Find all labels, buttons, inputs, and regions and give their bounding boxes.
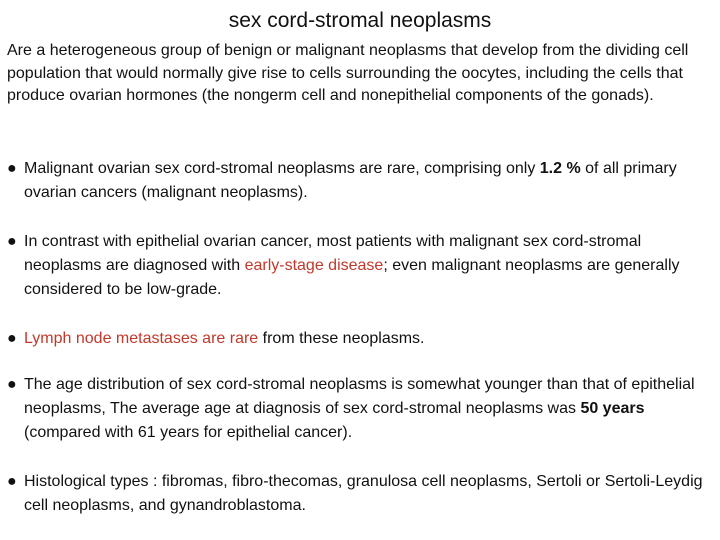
bullet-highlight: 50 years [580,400,645,417]
bullet-histology [7,470,713,518]
bullet-rarity [7,157,713,205]
bullet-age [7,373,713,445]
bullet-text: of all primary ovarian cancers (malignant neoplasms). [24,160,677,201]
bullet-text: ; even malignant neoplasms are generally considered to be low-grade. [24,257,680,298]
bullet-text: The age distribution of sex cord-stromal neoplasms is somewhat younger than that of epithelial neoplasms, The average age at diagnosis of sex cord-stromal neoplasms was [24,376,695,417]
bullet-highlight: early-stage disease [244,257,384,274]
bullet-metastases [7,327,713,351]
bullet-text: from these neoplasms. [258,330,425,347]
bullet-text: (compared with 61 years for epithelial cancer). [24,424,353,441]
bullet-dot-icon: ● [7,473,17,490]
bullet-text: In contrast with epithelial ovarian cancer, most patients with malignant sex cord-stromal neoplasms are diagnosed with [24,233,642,274]
bullet-dot-icon: ● [7,160,17,177]
bullet-dot-icon: ● [7,330,17,347]
slide-title: sex cord-stromal neoplasms [228,9,492,32]
bullet-highlight: 1.2 % [539,160,581,177]
bullet-dot-icon: ● [7,233,17,250]
bullet-text: Histological types : fibromas, fibro-thecomas, granulosa cell neoplasms, Sertoli or Sertoli-Leydig cell neoplasms, and gynandroblastoma. [24,473,703,514]
intro-paragraph: Are a heterogeneous group of benign or malignant neoplasms that develop from the dividing cell population that would normally give rise to cells surrounding the oocytes, including the cells that produce ovarian hormones (the nongerm cell and nonepithelial components of the gonads). [7,42,689,104]
bullet-dot-icon: ● [7,376,17,393]
bullet-text: Malignant ovarian sex cord-stromal neoplasms are rare, comprising only [24,160,540,177]
bullet-highlight: Lymph node metastases are rare [24,330,259,347]
bullet-stage [7,230,713,302]
